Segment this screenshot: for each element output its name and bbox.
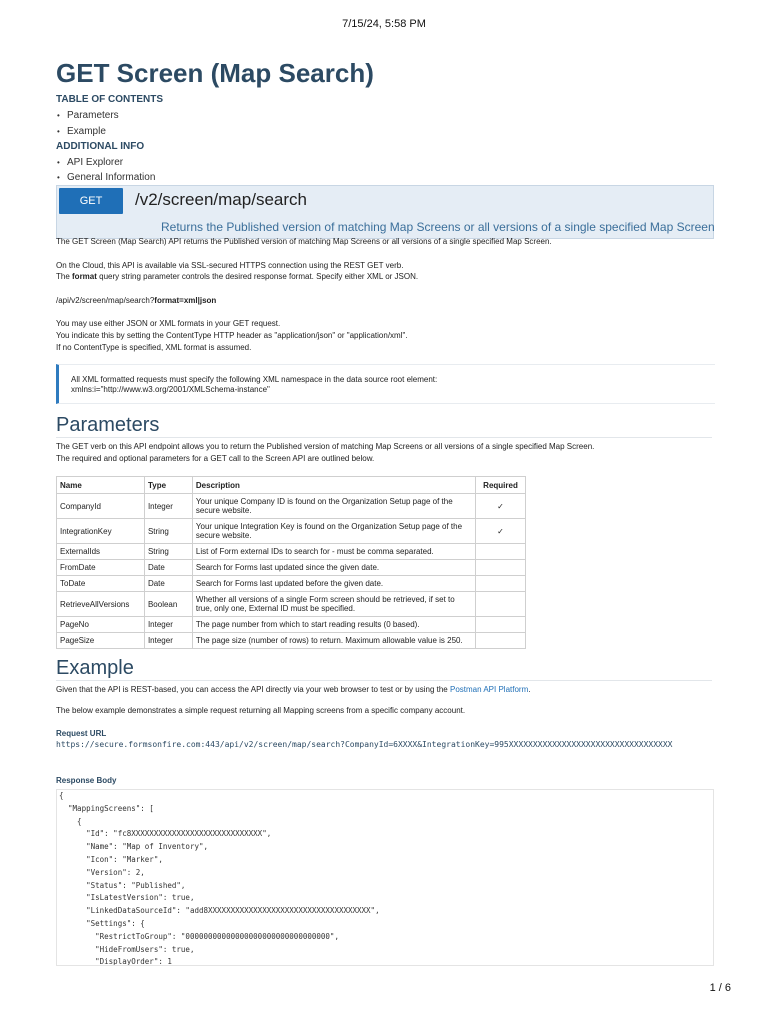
note-text: All XML formatted requests must specify the following XML namespace in the data source root element: [71, 375, 438, 384]
column-header: Required [476, 477, 526, 494]
page-title: GET Screen (Map Search) [56, 58, 374, 88]
param-description: Your unique Company ID is found on the Organization Setup page of the secure website. [192, 494, 475, 519]
code-block [57, 790, 713, 966]
bullet-icon: • [57, 158, 60, 167]
required-cell [476, 633, 526, 649]
param-type: Integer [144, 617, 192, 633]
table-row [57, 633, 526, 649]
toc-heading: TABLE OF CONTENTS [56, 94, 164, 105]
toc-item-parameters[interactable] [57, 110, 119, 121]
table-row [57, 592, 526, 617]
parameters-heading: Parameters [56, 414, 160, 436]
required-check-icon: ✓ [476, 519, 526, 544]
divider [56, 680, 712, 681]
param-description: Search for Forms last updated since the given date. [192, 560, 475, 576]
toc-item-general-information[interactable] [57, 172, 155, 183]
param-type: Date [144, 576, 192, 592]
code-line: "Icon": "Marker", [59, 854, 163, 864]
text-segment: query string parameter controls the desired response format. Specify either XML or JSON. [96, 272, 419, 281]
url-query: format=xml|json [154, 296, 217, 305]
required-cell [476, 592, 526, 617]
format-url [56, 296, 216, 305]
example-text: The below example demonstrates a simple request returning all Mapping screens from a specific company account. [56, 706, 466, 715]
parameters-table [56, 476, 526, 649]
required-cell [476, 617, 526, 633]
additional-info-heading: ADDITIONAL INFO [56, 141, 145, 152]
parameters-text: The required and optional parameters for a GET call to the Screen API are outlined below. [56, 454, 375, 463]
url-path: /api/v2/screen/map/search? [56, 296, 155, 305]
param-type: Date [144, 560, 192, 576]
code-line: "Status": "Published", [59, 880, 186, 890]
example-heading: Example [56, 657, 134, 679]
code-line: "DisplayOrder": 1 [59, 957, 172, 966]
endpoint-banner [56, 185, 714, 239]
code-line: "RestrictToGroup": "00000000000000000000000000000000", [59, 931, 339, 941]
bullet-icon: • [57, 111, 60, 120]
toc-item-label[interactable]: API Explorer [67, 157, 124, 168]
param-name: CompanyId [57, 494, 145, 519]
bullet-icon: • [57, 173, 60, 182]
column-header: Description [192, 477, 475, 494]
intro-text: If no ContentType is specified, XML format is assumed. [56, 343, 252, 352]
code-line: "Version": 2, [59, 867, 145, 877]
param-description: List of Form external IDs to search for - must be comma separated. [192, 544, 475, 560]
table-row [57, 544, 526, 560]
table-row [57, 576, 526, 592]
intro-text: The GET Screen (Map Search) API returns the Published version of matching Map Screens or all versions of a single specified Map Screen. [56, 237, 552, 246]
required-cell [476, 576, 526, 592]
code-line: "LinkedDataSourceId": "add8XXXXXXXXXXXXXXXXXXXXXXXXXXXXXXXXXXXX", [59, 906, 380, 916]
required-cell [476, 560, 526, 576]
endpoint-path: /v2/screen/map/search [135, 190, 307, 209]
param-type: Boolean [144, 592, 192, 617]
response-body-label: Response Body [56, 776, 117, 785]
code-line: "Name": "Map of Inventory", [59, 842, 209, 852]
endpoint-description: Returns the Published version of matching Map Screens or all versions of a single specified Map Screen [161, 220, 715, 234]
toc-item-label[interactable]: General Information [67, 172, 156, 183]
parameters-text: The GET verb on this API endpoint allows you to return the Published version of matching Map Screens or all versions of a single specified Map Screen. [56, 442, 595, 451]
param-name: FromDate [57, 560, 145, 576]
param-type: Integer [144, 494, 192, 519]
code-line: "Id": "fc8XXXXXXXXXXXXXXXXXXXXXXXXXXXXX", [59, 829, 272, 839]
page-number: 1 / 6 [709, 982, 731, 994]
param-type: String [144, 519, 192, 544]
param-description: The page number from which to start reading results (0 based). [192, 617, 475, 633]
param-type: Integer [144, 633, 192, 649]
table-row [57, 617, 526, 633]
toc-item-label[interactable]: Example [67, 126, 106, 137]
example-text [56, 685, 530, 694]
method-badge: GET [59, 188, 123, 214]
param-name: IntegrationKey [57, 519, 145, 544]
note-text: xmlns:i="http://www.w3.org/2001/XMLSchema-instance" [71, 385, 270, 394]
code-line: "MappingScreens": [ [59, 803, 154, 813]
bullet-icon: • [57, 127, 60, 136]
param-description: The page size (number of rows) to return. Maximum allowable value is 250. [192, 633, 475, 649]
code-line: { [59, 816, 82, 826]
request-url: https://secure.formsonfire.com:443/api/v2/screen/map/search?CompanyId=6XXXX&IntegrationKey=995XXXXXXXXXXXXXXXXXXXXXXXXXXXXXXXXXX [56, 740, 673, 749]
column-header: Name [57, 477, 145, 494]
intro-text: You may use either JSON or XML formats in your GET request. [56, 319, 281, 328]
postman-link[interactable]: Postman API Platform [449, 685, 529, 694]
table-row [57, 494, 526, 519]
param-name: ToDate [57, 576, 145, 592]
intro-text: On the Cloud, this API is available via SSL-secured HTTPS connection using the REST GET verb. [56, 261, 404, 270]
param-description: Search for Forms last updated before the given date. [192, 576, 475, 592]
print-datetime: 7/15/24, 5:58 PM [342, 18, 426, 30]
code-line: "Settings": { [59, 918, 145, 928]
intro-text: You indicate this by setting the ContentType HTTP header as "application/json" or "application/xml". [56, 331, 408, 340]
xml-namespace-note [56, 364, 715, 404]
table-header-row [57, 477, 526, 494]
code-line: "HideFromUsers": true, [59, 944, 195, 954]
toc-item-example[interactable] [57, 126, 106, 137]
format-text [56, 272, 418, 281]
code-line: { [59, 791, 64, 800]
divider [56, 437, 712, 438]
param-description: Whether all versions of a single Form screen should be retrieved, if set to true, only one, External ID must be specified. [192, 592, 475, 617]
toc-item-api-explorer[interactable] [57, 157, 123, 168]
required-cell [476, 544, 526, 560]
param-name: ExternalIds [57, 544, 145, 560]
format-keyword: format [72, 272, 97, 281]
required-check-icon: ✓ [476, 494, 526, 519]
text-segment: The [56, 272, 73, 281]
text-segment: Given that the API is REST-based, you can access the API directly via your web browser to test or by using the [56, 685, 450, 694]
request-url-label: Request URL [56, 729, 107, 738]
text-segment: . [528, 685, 531, 694]
response-body-code [56, 789, 714, 966]
param-name: PageSize [57, 633, 145, 649]
param-type: String [144, 544, 192, 560]
table-row [57, 519, 526, 544]
param-description: Your unique Integration Key is found on the Organization Setup page of the secure website. [192, 519, 475, 544]
param-name: PageNo [57, 617, 145, 633]
column-header: Type [144, 477, 192, 494]
code-line: "IsLatestVersion": true, [59, 893, 195, 903]
toc-item-label[interactable]: Parameters [67, 110, 119, 121]
param-name: RetrieveAllVersions [57, 592, 145, 617]
table-row [57, 560, 526, 576]
